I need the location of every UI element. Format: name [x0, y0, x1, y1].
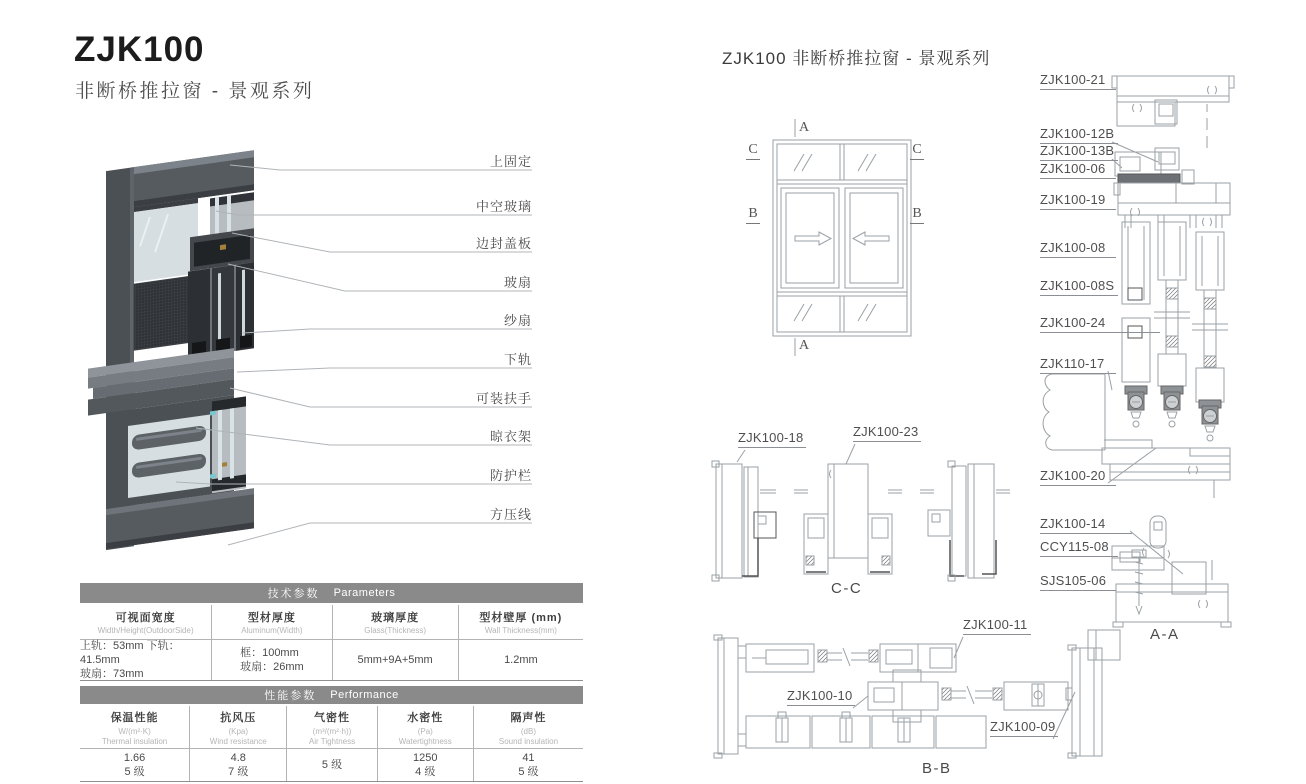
col-header-en: Sound insulation [498, 736, 559, 746]
cell-value: 玻扇：26mm [240, 661, 304, 673]
callout-top-fixed: 上固定 [489, 154, 532, 169]
part-label-zjk100-20: ZJK100-20 [1040, 468, 1116, 486]
callout-edge-cover: 边封盖板 [475, 236, 532, 251]
cell-value: 5 级 [124, 766, 145, 778]
col-header-en: Glass(Thickness) [364, 626, 427, 635]
part-label-zjk100-23: ZJK100-23 [853, 424, 921, 442]
col-header-zh: 可视面宽度 [115, 612, 176, 624]
parameters-col-glass-thickness [333, 605, 459, 680]
col-header-unit: (Kpa) [228, 726, 249, 736]
cell-value: 框：100mm [240, 647, 299, 659]
callout-insulated-glass: 中空玻璃 [475, 199, 532, 214]
col-header-zh: 保温性能 [110, 711, 159, 724]
col-header-zh: 型材壁厚 (mm) [479, 612, 563, 624]
col-header-zh: 抗风压 [220, 711, 257, 724]
parameters-title-en: Parameters [333, 587, 396, 599]
part-label-zjk100-10: ZJK100-10 [787, 688, 855, 706]
cell-value: 5mm+9A+5mm [357, 654, 433, 666]
col-header-zh: 水密性 [407, 711, 444, 724]
marker-a-bottom: A [799, 338, 810, 353]
col-header-unit: (m³/(m²·h)) [312, 726, 352, 736]
col-header-unit: (dB) [520, 726, 536, 736]
col-header-unit: W/(m²·K) [118, 726, 151, 736]
page-subtitle: 非断桥推拉窗 - 景观系列 [75, 81, 315, 102]
cell-value: 4.8 [230, 752, 246, 764]
cell-value: 5 级 [518, 766, 539, 778]
callout-glass-sash: 玻扇 [503, 275, 532, 290]
col-header-zh: 玻璃厚度 [371, 612, 420, 624]
marker-a-top: A [799, 120, 810, 135]
section-title-aa: A-A [1150, 626, 1180, 643]
cell-value: 41 [522, 752, 535, 764]
col-header-en: Air Tightness [308, 736, 356, 746]
col-header-zh: 型材厚度 [247, 612, 296, 624]
part-label-zjk100-18: ZJK100-18 [738, 430, 806, 448]
page-title: ZJK100 [74, 30, 205, 69]
parameters-col-wall-thickness [459, 605, 583, 680]
callout-guard-rail: 防护栏 [489, 468, 532, 483]
section-title-cc: C-C [831, 580, 863, 597]
callout-screen-sash: 纱扇 [503, 313, 532, 328]
part-label-zjk100-08s: ZJK100-08S [1040, 278, 1118, 296]
product-render-image [85, 130, 535, 555]
marker-b-right: B [910, 206, 924, 224]
part-label-zjk100-24: ZJK100-24 [1040, 315, 1160, 333]
part-label-zjk100-13b: ZJK100-13B [1040, 143, 1118, 161]
performance-col-wind [190, 706, 287, 781]
performance-table [80, 686, 583, 782]
callout-handrail: 可装扶手 [475, 391, 532, 406]
parameters-table-header [80, 583, 583, 603]
marker-c-left: C [746, 142, 760, 160]
callout-clothes-rack: 晾衣架 [489, 429, 532, 444]
section-title-bb: B-B [922, 760, 952, 777]
cell-value: 上轨：53mm 下轨：41.5mm [80, 640, 180, 666]
marker-b-left: B [746, 206, 760, 224]
cell-value: 5 级 [321, 759, 343, 771]
cell-value: 1.66 [123, 752, 146, 764]
col-header-zh: 气密性 [314, 711, 350, 724]
col-header-en: Width/Height(OutdoorSide) [97, 626, 194, 635]
performance-col-water [378, 706, 474, 781]
part-label-sjs105-06: SJS105-06 [1040, 573, 1116, 591]
part-label-zjk100-08: ZJK100-08 [1040, 240, 1116, 258]
parameters-col-visible-width [80, 605, 212, 680]
cell-value: 玻扇：73mm [80, 668, 144, 680]
performance-title-en: Performance [330, 689, 399, 701]
cell-value: 7 级 [228, 766, 249, 778]
part-label-zjk110-17: ZJK110-17 [1040, 356, 1116, 374]
cell-value: 1.2mm [504, 654, 538, 666]
part-label-zjk100-11: ZJK100-11 [963, 617, 1031, 635]
part-label-zjk100-21: ZJK100-21 [1040, 72, 1116, 90]
col-header-en: Wall Thickness(mm) [484, 626, 557, 635]
technical-drawings [700, 40, 1306, 784]
part-label-ccy115-08: CCY115-08 [1040, 539, 1118, 557]
right-page-title: ZJK100 非断桥推拉窗 - 景观系列 [722, 49, 991, 68]
parameters-table [80, 583, 583, 681]
performance-col-sound [474, 706, 583, 781]
col-header-en: Aluminum(Width) [241, 626, 303, 635]
performance-title-zh: 性能参数 [264, 690, 317, 702]
marker-c-right: C [910, 142, 924, 160]
col-header-en: Thermal insulation [101, 736, 168, 746]
parameters-col-profile-depth [212, 605, 332, 680]
part-label-zjk100-12b: ZJK100-12B [1040, 126, 1118, 144]
part-label-zjk100-14: ZJK100-14 [1040, 516, 1132, 534]
col-header-en: Watertightness [398, 736, 452, 746]
callout-bottom-track: 下轨 [503, 352, 532, 367]
col-header-zh: 隔声性 [510, 711, 547, 724]
col-header-unit: (Pa) [417, 726, 433, 736]
performance-col-thermal [80, 706, 190, 781]
parameters-title-zh: 技术参数 [267, 588, 320, 600]
cell-value: 1250 [413, 752, 438, 764]
callout-square-bead: 方压线 [489, 507, 532, 522]
cell-value: 4 级 [415, 766, 436, 778]
part-label-zjk100-06: ZJK100-06 [1040, 161, 1116, 179]
part-label-zjk100-19: ZJK100-19 [1040, 192, 1116, 210]
performance-table-header [80, 686, 583, 704]
col-header-en: Wind resistance [209, 736, 267, 746]
performance-col-air [287, 706, 377, 781]
part-label-zjk100-09: ZJK100-09 [990, 719, 1058, 737]
